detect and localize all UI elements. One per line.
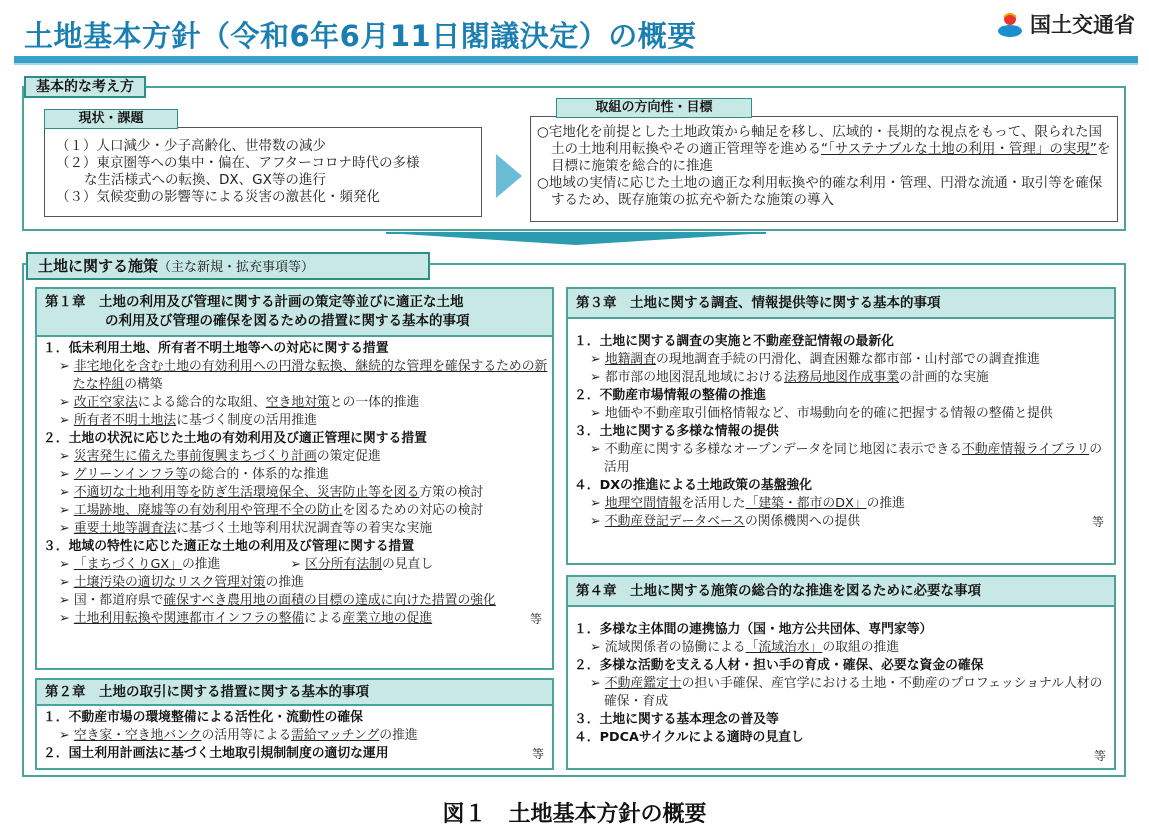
current-issues-list [56, 138, 478, 206]
current-issues-label: 現状・課題 [44, 109, 178, 129]
logo-text: 国土交通省 [1030, 13, 1135, 37]
list-item: ➢ 「まちづくりGX」の推進 ➢ 区分所有法制の見直し [59, 557, 434, 572]
section-heading: ３．地域の特性に応じた適正な土地の利用及び管理に関する措置 [43, 539, 415, 554]
list-item: ➢ 都市部の地図混乱地域における法務局地図作成事業の計画的な実施 [590, 370, 989, 385]
chapter-2-title: 第２章 土地の取引に関する措置に関する基本的事項 [37, 680, 552, 706]
list-item: ➢ グリーンインフラ等の総合的・体系的な推進 [59, 467, 329, 482]
basic-approach-label: 基本的な考え方 [24, 76, 146, 98]
section-heading: ２．不動産市場情報の整備の推進 [574, 388, 766, 403]
list-item: ➢ 災害発生に備えた事前復興まちづくり計画の策定促進 [59, 449, 381, 464]
direction-label: 取組の方向性・目標 [556, 98, 752, 118]
list-item: ➢ 国・都道府県で確保すべき農用地の面積の目標の達成に向けた措置の強化 [59, 593, 496, 608]
title-rule-light [14, 63, 1138, 65]
chapter-1-body [37, 337, 552, 628]
section-heading: ２．多様な活動を支える人材・担い手の育成・確保、必要な資金の確保 [574, 658, 984, 673]
list-item: ➢ 空き家・空き地バンクの活用等による需給マッチングの推進 [59, 728, 418, 743]
measures-label: 土地に関する施策（主な新規・拡充事項等） [26, 252, 430, 280]
chapter-1-title: 第１章 土地の利用及び管理に関する計画の策定等並びに適正な土地 の利用及び管理の確保を図るための措置に関する基本的事項 [37, 289, 552, 337]
chapter-4-body [568, 607, 1114, 763]
list-item: ➢ 重要土地等調査法に基づく土地等利用状況調査等の着実な実施 [59, 521, 433, 536]
list-item: ➢ 不動産鑑定士の担い手確保、産官学における土地・不動産のプロフェッショナル人材の確保・育成 [590, 676, 1103, 709]
section-heading: １．多様な主体間の連携協力（国・地方公共団体、専門家等） [574, 622, 933, 637]
arrow-down-icon [386, 233, 766, 245]
list-item: ➢ 所有者不明土地法に基づく制度の活用推進 [59, 413, 317, 428]
section-heading: ３．土地に関する多様な情報の提供 [574, 424, 779, 439]
section-heading: ３．土地に関する基本理念の普及等 [574, 712, 779, 727]
mlit-logo-icon [996, 9, 1024, 39]
section-heading: １．不動産市場の環境整備による活性化・流動性の確保 [43, 710, 363, 725]
list-item: ➢ 工場跡地、廃墟等の有効利用や管理不全の防止を図るための対応の検討 [59, 503, 484, 518]
direction-item: ○宅地化を前提とした土地政策から軸足を移し、広域的・長期的な視点をもって、限られた国土の土地利用転換やその適正管理等を進める“「サステナブルな土地の利用・管理」の実現”を目標に施策を総合的に推進 [537, 124, 1111, 174]
current-issue-item: （３）気候変動の影響等による災害の激甚化・頻発化 [56, 189, 380, 205]
section-heading: ２．国土利用計画法に基づく土地取引規制制度の適切な運用 等 [43, 746, 544, 761]
list-item: ➢ 地籍調査の現地調査手続の円滑化、調査困難な都市部・山村部での調査推進 [590, 352, 1040, 367]
chapter-3-title: 第３章 土地に関する調査、情報提供等に関する基本的事項 [568, 289, 1114, 319]
chapter-1-box [35, 287, 554, 670]
direction-list [537, 124, 1115, 209]
current-issue-item: な生活様式への転換、DX、GX等の進行 [84, 172, 326, 188]
list-item: ➢ 不動産登記データベースの関係機関への提供 等 [590, 514, 1105, 529]
list-item: ➢ 流域関係者の協働による「流域治水」の取組の推進 [590, 640, 900, 655]
section-heading: ４．DXの推進による土地政策の基盤強化 [574, 478, 813, 493]
list-item: ➢ 不適切な土地利用等を防ぎ生活環境保全、災害防止等を図る方策の検討 [59, 485, 484, 500]
chapter-2-box [35, 678, 554, 770]
list-item: ➢ 地価や不動産取引価格情報など、市場動向を的確に把握する情報の整備と提供 [590, 406, 1053, 421]
current-issue-item: （２）東京圏等への集中・偏在、アフターコロナ時代の多様 [56, 155, 420, 171]
direction-item: ○地域の実情に応じた土地の適正な利用転換や的確な利用・管理、円滑な流通・取引等を確保するため、既存施策の拡充や新たな施策の導入 [537, 175, 1103, 208]
chapter-3-body [568, 319, 1114, 531]
arrow-right-icon [496, 154, 522, 198]
logo [996, 9, 1135, 39]
list-item: ➢ 土地利用転換や関連都市インフラの整備による産業立地の促進 等 [59, 611, 543, 626]
chapter-2-body [37, 706, 552, 763]
list-item: ➢ 不動産に関する多様なオープンデータを同じ地図に表示できる不動産情報ライブラリの活用 [590, 442, 1102, 475]
chapter-4-title: 第４章 土地に関する施策の総合的な推進を図るために必要な事項 [568, 577, 1114, 607]
section-heading: ４．PDCAサイクルによる適時の見直し [574, 730, 804, 745]
figure-caption: 図１ 土地基本方針の概要 [442, 802, 707, 827]
list-item: ➢ 地理空間情報を活用した「建築・都市のDX」の推進 [590, 496, 905, 511]
etc-label: 等 [531, 747, 544, 761]
section-heading: ２．土地の状況に応じた土地の有効利用及び適正管理に関する措置 [43, 431, 427, 446]
chapter-3-box [566, 287, 1116, 565]
list-item: ➢ 改正空家法による総合的な取組、空き地対策との一体的推進 [59, 395, 420, 410]
page-title: 土地基本方針（令和6年6月11日閣議決定）の概要 [24, 19, 697, 53]
section-heading: １．低未利用土地、所有者不明土地等への対応に関する措置 [43, 341, 389, 356]
chapter-4-box [566, 575, 1116, 770]
title-rule [14, 56, 1138, 63]
list-item: ➢ 土壌汚染の適切なリスク管理対策の推進 [59, 575, 304, 590]
etc-label: 等 [1093, 749, 1106, 763]
section-heading: １．土地に関する調査の実施と不動産登記情報の最新化 [574, 334, 894, 349]
current-issue-item: （１）人口減少・少子高齢化、世帯数の減少 [56, 138, 326, 154]
list-item: ➢ 非宅地化を含む土地の有効利用への円滑な転換、継続的な管理を確保するための新たな枠組の構築 [59, 359, 548, 392]
